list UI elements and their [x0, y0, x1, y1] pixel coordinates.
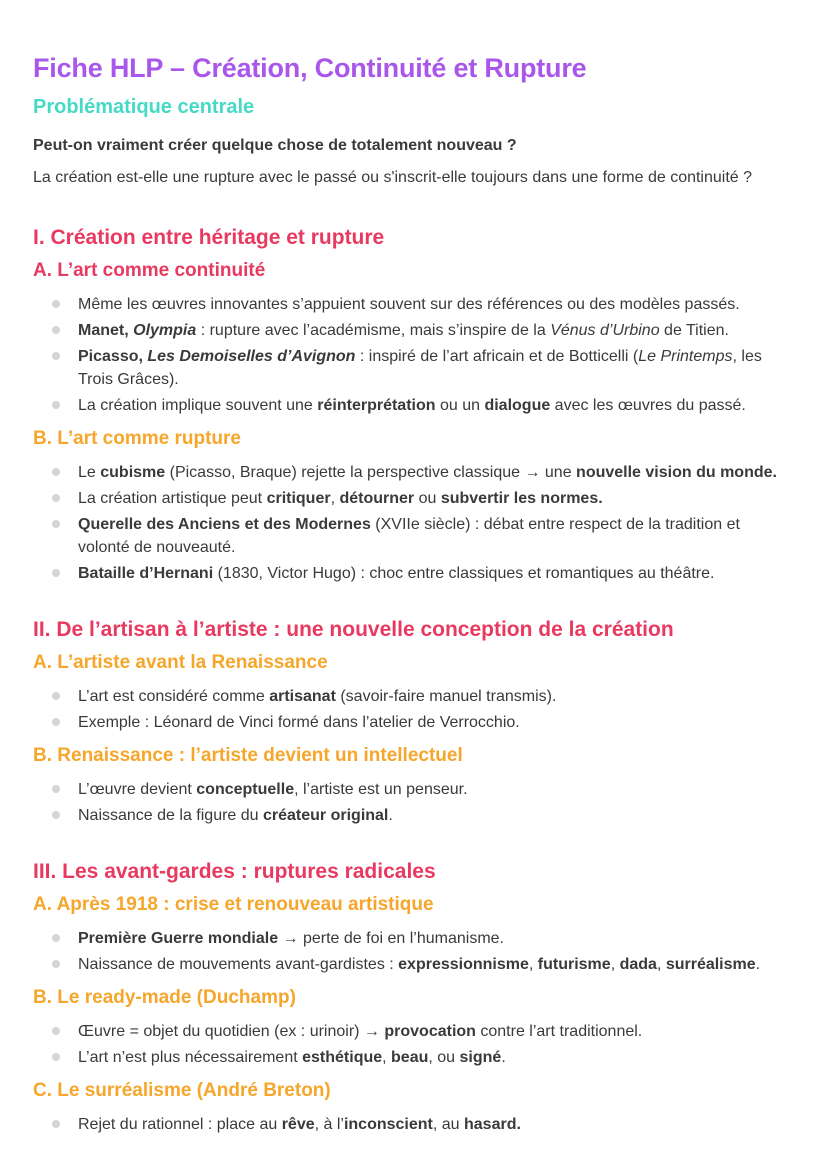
text-segment: cubisme — [100, 464, 166, 481]
central-question: Peut-on vraiment créer quelque chose de totalement nouveau ? — [33, 137, 517, 154]
list-item — [33, 685, 795, 708]
section-heading: III. Les avant-gardes : ruptures radicales — [33, 860, 436, 883]
list-item — [33, 345, 795, 391]
text-segment: , — [610, 956, 620, 973]
text-segment: critiquer — [266, 490, 331, 507]
text-segment: de Titien. — [659, 322, 729, 339]
text-segment: , l’artiste est un penseur. — [294, 781, 468, 798]
text-segment: Première Guerre mondiale — [78, 930, 279, 947]
list-item — [33, 1046, 795, 1069]
subsection-heading: A. L’art comme continuité — [33, 260, 266, 281]
text-segment: , les Trois Grâces). — [78, 348, 762, 388]
text-segment: (1830, Victor Hugo) : choc entre classiques et romantiques au théâtre. — [213, 565, 715, 582]
list-item — [33, 711, 795, 734]
bullet-list — [33, 1113, 795, 1136]
text-segment: beau — [391, 1049, 429, 1066]
text-segment: ou — [414, 490, 441, 507]
text-segment: . — [388, 807, 393, 824]
text-segment: , — [382, 1049, 392, 1066]
list-item — [33, 1020, 795, 1043]
bullet-list — [33, 293, 795, 417]
subsection-heading: C. Le surréalisme (André Breton) — [33, 1080, 331, 1101]
subsection-heading: B. Le ready-made (Duchamp) — [33, 987, 296, 1008]
list-item — [33, 461, 795, 484]
list-item — [33, 778, 795, 801]
text-segment: (XVIIe siècle) : débat entre respect de la tradition et volonté de nouveauté. — [78, 516, 740, 556]
text-segment: Même les œuvres innovantes s’appuient souvent sur des références ou des modèles passés. — [78, 296, 740, 313]
text-segment: subvertir les normes. — [440, 490, 603, 507]
text-segment: dialogue — [484, 397, 551, 414]
list-item — [33, 293, 795, 316]
text-segment: conceptuelle — [196, 781, 295, 798]
text-segment: avec les œuvres du passé. — [550, 397, 746, 414]
list-item — [33, 562, 795, 585]
text-segment: Naissance de mouvements avant-gardistes : — [78, 956, 399, 973]
list-item — [33, 927, 795, 950]
text-segment: , ou — [428, 1049, 460, 1066]
text-segment: : inspiré de l’art africain et de Botticelli ( — [355, 348, 639, 365]
text-segment: Œuvre = objet du quotidien (ex : urinoir) → — [78, 1023, 385, 1040]
text-segment: → perte de foi en l’humanisme. — [278, 930, 504, 947]
text-segment: Olympia — [133, 322, 197, 339]
bullet-list — [33, 685, 795, 734]
bullet-list — [33, 778, 795, 827]
text-segment: (Picasso, Braque) rejette la perspective classique → une — [165, 464, 577, 481]
text-segment: expressionnisme — [398, 956, 529, 973]
subsection-heading: A. L’artiste avant la Renaissance — [33, 652, 328, 673]
text-segment: L’art n’est plus nécessairement — [78, 1049, 303, 1066]
text-segment: surréalisme — [665, 956, 756, 973]
text-segment: signé — [459, 1049, 502, 1066]
section-heading: II. De l’artisan à l’artiste : une nouvelle conception de la création — [33, 618, 674, 641]
text-segment: La création artistique peut — [78, 490, 267, 507]
text-segment: (savoir-faire manuel transmis). — [335, 688, 557, 705]
text-segment: dada — [619, 956, 657, 973]
list-item — [33, 487, 795, 510]
text-segment: . — [755, 956, 761, 973]
text-segment: , — [330, 490, 340, 507]
text-segment: Querelle des Anciens et des Modernes — [78, 516, 371, 533]
list-item — [33, 1113, 795, 1136]
text-segment: Manet, — [78, 322, 134, 339]
list-item — [33, 953, 795, 976]
text-segment: , — [656, 956, 666, 973]
subsection-heading: A. Après 1918 : crise et renouveau artistique — [33, 894, 434, 915]
bullet-list — [33, 461, 795, 585]
text-segment: Vénus d’Urbino — [550, 322, 660, 339]
bullet-list — [33, 927, 795, 976]
text-segment: contre l’art traditionnel. — [475, 1023, 643, 1040]
text-segment: . — [501, 1049, 506, 1066]
text-segment: nouvelle vision du monde. — [576, 464, 777, 481]
section-heading: I. Création entre héritage et rupture — [33, 226, 385, 249]
text-segment: Naissance de la figure du — [78, 807, 263, 824]
text-segment: L’art est considéré comme — [78, 688, 270, 705]
text-segment: Les Demoiselles d’Avignon — [147, 348, 356, 365]
text-segment: , au — [432, 1116, 464, 1133]
text-segment: , à l’ — [314, 1116, 344, 1133]
text-segment: hasard. — [464, 1116, 521, 1133]
text-segment: Exemple : Léonard de Vinci formé dans l’atelier de Verrocchio. — [78, 714, 520, 731]
page-title: Fiche HLP – Création, Continuité et Rupture — [33, 53, 587, 83]
list-item — [33, 513, 795, 559]
text-segment: futurisme — [537, 956, 611, 973]
text-segment: : rupture avec l’académisme, mais s’inspire de la — [196, 322, 551, 339]
text-segment: esthétique — [302, 1049, 383, 1066]
list-item — [33, 319, 795, 342]
text-segment: Rejet du rationnel : place au — [78, 1116, 282, 1133]
text-segment: , — [528, 956, 538, 973]
text-segment: L’œuvre devient — [78, 781, 197, 798]
text-segment: inconscient — [343, 1116, 433, 1133]
text-segment: créateur original — [263, 807, 389, 824]
text-segment: Le — [78, 464, 101, 481]
question-detail: La création est-elle une rupture avec le passé ou s'inscrit-elle toujours dans une forme de continuité ? — [33, 169, 753, 186]
text-segment: ou un — [435, 397, 485, 414]
text-segment: La création implique souvent une — [78, 397, 318, 414]
sections-container — [33, 225, 795, 1136]
subsection-heading: B. L’art comme rupture — [33, 428, 241, 449]
list-item — [33, 804, 795, 827]
subsection-heading: B. Renaissance : l’artiste devient un intellectuel — [33, 745, 463, 766]
text-segment: provocation — [384, 1023, 476, 1040]
text-segment: Picasso, — [78, 348, 148, 365]
text-segment: réinterprétation — [317, 397, 436, 414]
text-segment: Bataille d’Hernani — [78, 565, 214, 582]
list-item — [33, 394, 795, 417]
bullet-list — [33, 1020, 795, 1069]
text-segment: détourner — [339, 490, 415, 507]
text-segment: artisanat — [269, 688, 336, 705]
text-segment: Le Printemps — [638, 348, 733, 365]
text-segment: rêve — [281, 1116, 315, 1133]
page-subtitle: Problématique centrale — [33, 96, 255, 118]
